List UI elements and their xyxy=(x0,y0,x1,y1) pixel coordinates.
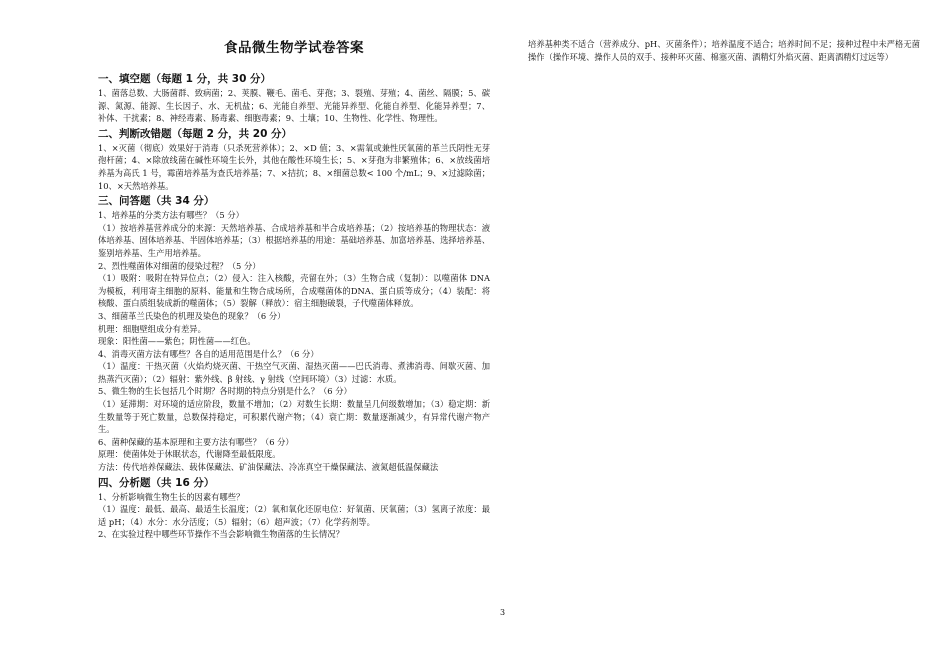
right-column xyxy=(528,38,920,63)
paragraph: （1）按培养基营养成分的来源：天然培养基、合成培养基和半合成培养基；（2）按培养基的物理状态：液体培养基、固体培养基、半固体培养基；（3）根据培养基的用途：基础培养基、加富培养基、选择培养基、鉴别培养基、生产用培养基。 xyxy=(98,222,490,258)
paragraph: 1、菌落总数、大肠菌群、致病菌；2、荚膜、鞭毛、菌毛、芽孢；3、裂殖、芽殖；4、菌丝、隔膜；5、碳源、氮源、能源、生长因子、水、无机盐；6、光能自养型、光能异养型、化能自养型、化能异养型；7、补体、干扰素；8、神经毒素、肠毒素、细胞毒素；9、土壤；10、生物性、化学性、物理性。 xyxy=(98,88,490,124)
paragraph: 2、烈性噬菌体对细菌的侵染过程？（5 分） xyxy=(98,260,261,271)
section-heading: 二、判断改错题（每题 2 分，共 20 分） xyxy=(98,127,293,140)
paragraph: 方法：传代培养保藏法、载体保藏法、矿油保藏法、冷冻真空干燥保藏法、液氮超低温保藏法 xyxy=(98,462,439,473)
paragraph: 2、在实验过程中哪些环节操作不当会影响微生物菌落的生长情况？ xyxy=(98,529,344,540)
section-heading: 四、分析题（共 16 分） xyxy=(98,476,215,489)
paragraph: 1、分析影响微生物生长的因素有哪些？ xyxy=(98,491,245,502)
page-number: 3 xyxy=(500,608,506,617)
left-column xyxy=(98,36,490,541)
paragraph: 1、培养基的分类方法有哪些？（5 分） xyxy=(98,210,244,221)
paragraph: （1）温度：最低、最高、最适生长温度；（2）氧和氧化还原电位：好氧菌、厌氧菌；（3）氢离子浓度：最适 pH；（4）水分：水分活度；（5）辐射；（6）超声波；（7）化学药剂等。 xyxy=(98,504,490,527)
paragraph: 4、消毒灭菌方法有哪些？各自的适用范围是什么？（6 分） xyxy=(98,348,319,359)
paragraph: （1）延滞期：对环境的适应阶段，数量不增加；（2）对数生长期：数量呈几何级数增加；（3）稳定期：新生数量等于死亡数量，总数保持稳定，可积累代谢产物；（4）衰亡期：数量逐渐减少，有异常代谢产物产生。 xyxy=(98,399,490,435)
paragraph: 培养基种类不适合（营养成分、pH、灭菌条件）；培养温度不适合；培养时间不足；接种过程中未严格无菌操作（操作环境、操作人员的双手、接种环灭菌、棉塞灭菌、酒精灯外焰灭菌、距离酒精灯过远等） xyxy=(528,39,920,62)
paragraph: 6、菌种保藏的基本原理和主要方法有哪些？（6 分） xyxy=(98,436,294,447)
paragraph: （1）吸附：吸附在特异位点；（2）侵入：注入核酸，壳留在外；（3）生物合成（复制）：以噬菌体 DNA 为模板，利用寄主细胞的原料、能量和生物合成场所，合成噬菌体的DNA、蛋白质等成分；（4）装配：将核酸、蛋白质组装成新的噬菌体；（5）裂解（释放）：宿主细胞破裂，子代噬菌体释放。 xyxy=(98,273,490,309)
section-heading: 一、填空题（每题 1 分，共 30 分） xyxy=(98,73,272,85)
left-column-body xyxy=(98,72,490,541)
paragraph: 机理：细胞壁组成分有差异。 xyxy=(98,323,206,334)
paragraph: 1、×灭菌（彻底）效果好于消毒（只杀死营养体）；2、×D 值；3、×需氧或兼性厌氧菌的革兰氏阴性无芽孢杆菌；4、×除放线菌在碱性环境生长外，其他在酸性环境生长；5、×芽孢为非繁殖体；6、×放线菌培养基为高氏 1 号，霉菌培养基为查氏培养基；7、×拮抗；8、×细菌总数< 100 个/mL；9、×过滤除菌；10、×天然培养基。 xyxy=(98,142,490,191)
section-heading: 三、问答题（共 34 分） xyxy=(98,195,215,208)
document-title: 食品微生物学试卷答案 xyxy=(224,40,364,56)
right-column-body xyxy=(528,38,920,63)
paragraph: （1）温度：干热灭菌（火焰灼烧灭菌、干热空气灭菌、湿热灭菌——巴氏消毒、煮沸消毒、间歇灭菌、加热蒸汽灭菌）；（2）辐射：紫外线、β 射线、γ 射线（空间环境）（3）过滤：水质。 xyxy=(98,361,490,384)
paragraph: 原理：使菌体处于休眠状态，代谢降至最低限度。 xyxy=(98,449,281,460)
paragraph: 3、细菌革兰氏染色的机理及染色的现象？（6 分） xyxy=(98,310,286,321)
paragraph: 现象：阳性菌——紫色；阴性菌——红色。 xyxy=(98,336,256,347)
paragraph: 5、微生物的生长包括几个时期？各时期的特点分别是什么？（6 分） xyxy=(98,386,352,397)
